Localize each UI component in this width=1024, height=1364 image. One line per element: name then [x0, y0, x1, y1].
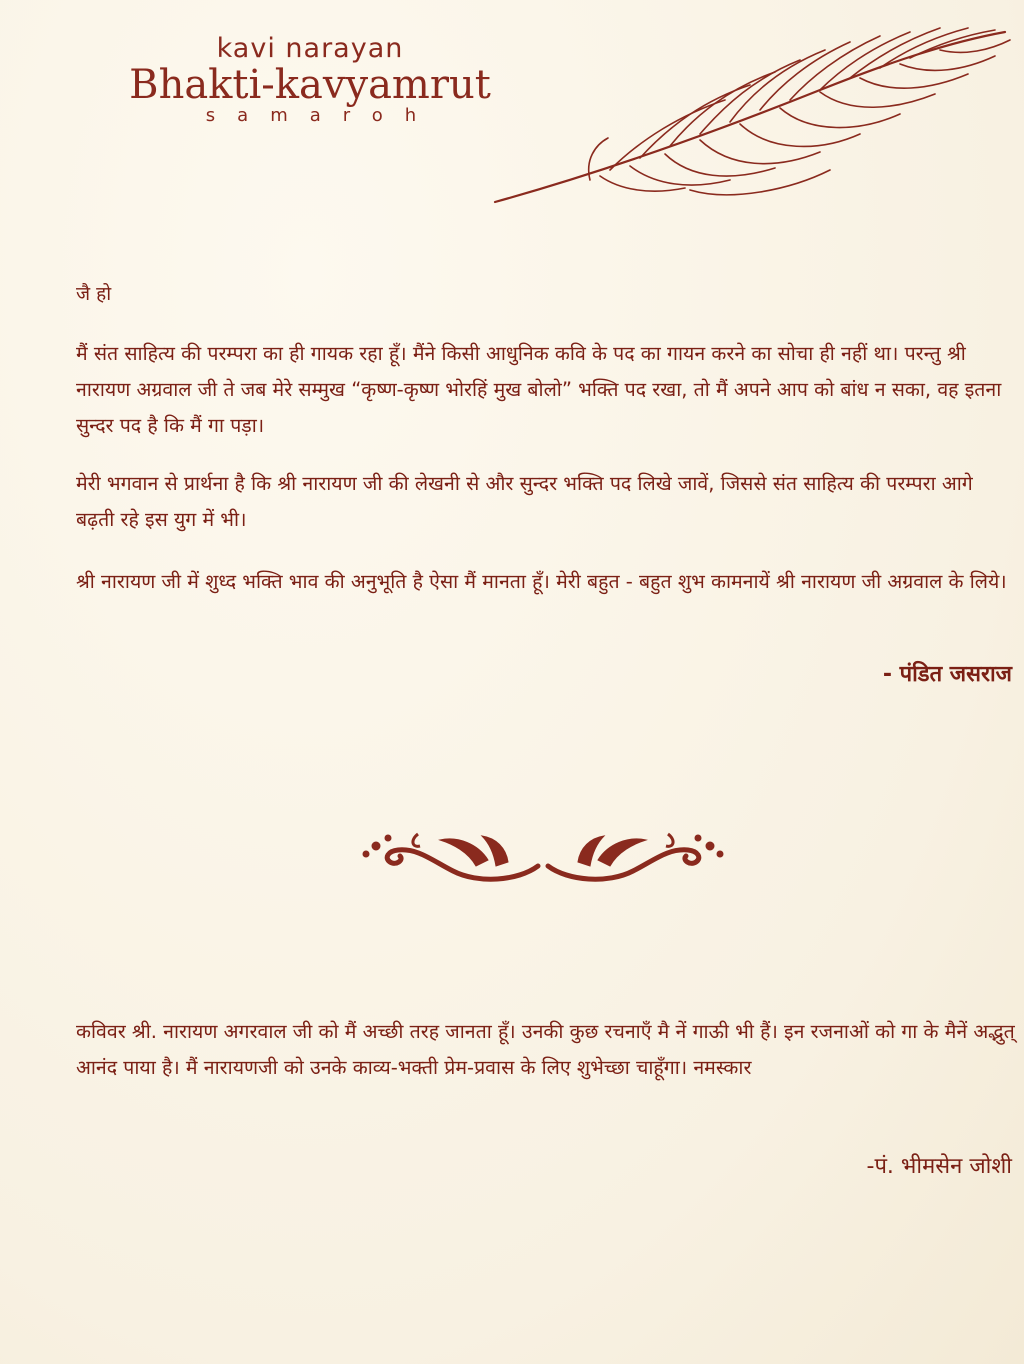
- letter1-paragraph-2: मेरी भगवान से प्रार्थना है कि श्री नारायण जी की लेखनी से और सुन्दर भक्ति पद लिखे जावें, जिससे संत साहित्य की परम्परा आगे बढ़ती रहे इस युग में भी।: [76, 472, 973, 531]
- brand-line-samaroh: samaroh: [205, 105, 439, 126]
- brand-line-bhakti-kavyamrut: Bhakti-kavyamrut: [129, 62, 491, 108]
- feather-icon: [490, 20, 1020, 210]
- floral-divider-icon: [358, 826, 728, 888]
- signature-pandit-jasraj: - पंडित जसराज: [882, 662, 1012, 687]
- letter1-paragraph-1: मैं संत साहित्य की परम्परा का ही गायक रहा हूँ। मैंने किसी आधुनिक कवि के पद का गायन करने का सोचा ही नहीं था। परन्तु श्री नारायण अग्रवाल जी ते जब मेरे सम्मुख “कृष्ण-कृष्ण भोरहिं मुख बोलो” भक्ति पद रखा, तो मैं अपने आप को बांध न सका, वह इतना सुन्दर पद है कि मैं गा पड़ा।: [76, 342, 1002, 437]
- greeting: जै हो: [76, 283, 112, 305]
- letter1-paragraph-3: श्री नारायण जी में शुध्द भक्ति भाव की अनुभूति है ऐसा मैं मानता हूँ। मेरी बहुत - बहुत शुभ कामनायें श्री नारायण जी अग्रवाल के लिये।: [76, 570, 1007, 593]
- letter2-paragraph: कविवर श्री. नारायण अगरवाल जी को मैं अच्छी तरह जानता हूँ। उनकी कुछ रचनाएँ मै नें गाऊी भी हैं। इन रजनाओं को गा के मैनें अद्भुत् आनंद पाया है। मैं नारायणजी को उनके काव्य-भक्ती प्रेम-प्रवास के लिए शुभेच्छा चाहूँगा। नमस्कार: [76, 1020, 1015, 1079]
- brand-line-kavi-narayan: kavi narayan: [216, 33, 404, 64]
- brand-logo: [100, 34, 520, 126]
- signature-bhimsen-joshi: -पं. भीमसेन जोशी: [866, 1154, 1012, 1179]
